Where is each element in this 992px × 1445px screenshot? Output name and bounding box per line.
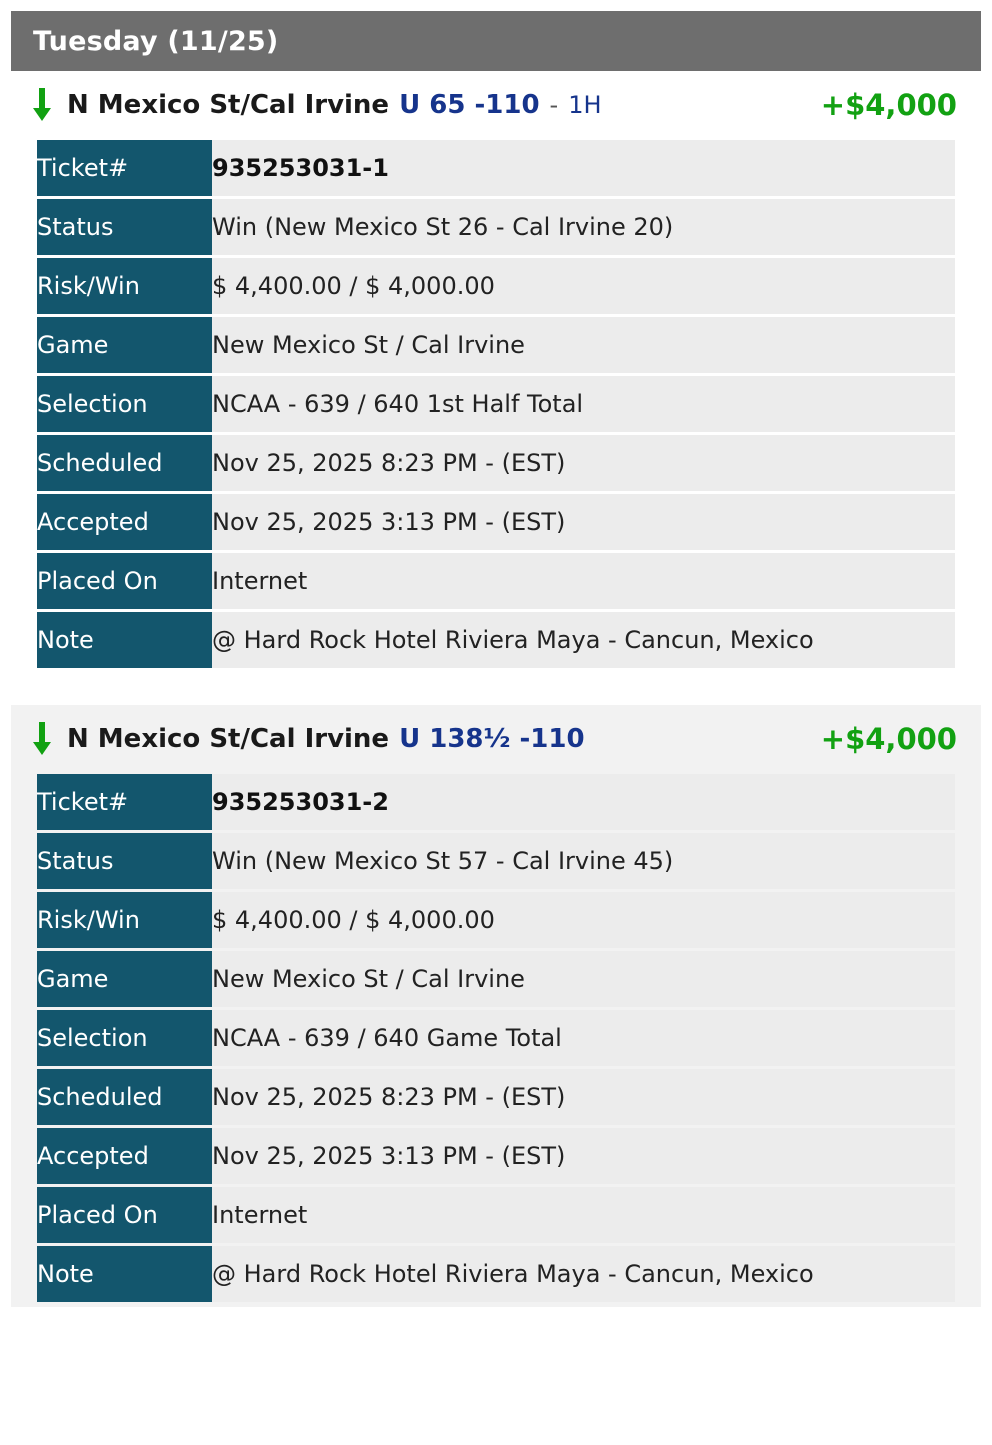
row-value-ticket: 935253031-1	[212, 140, 955, 196]
row-label-accepted: Accepted	[37, 494, 212, 550]
row-value-note: @ Hard Rock Hotel Riviera Maya - Cancun, Mexico	[212, 1246, 955, 1302]
table-row	[37, 199, 955, 255]
row-label-ticket: Ticket#	[37, 774, 212, 830]
row-label-game: Game	[37, 317, 212, 373]
row-value-accepted: Nov 25, 2025 3:13 PM - (EST)	[212, 494, 955, 550]
bet-header[interactable]	[11, 705, 981, 767]
section-divider	[0, 671, 992, 705]
row-label-note: Note	[37, 1246, 212, 1302]
row-value-placed-on: Internet	[212, 1187, 955, 1243]
table-row	[37, 892, 955, 948]
bet-block[interactable]	[11, 71, 981, 671]
table-row	[37, 140, 955, 196]
row-label-selection: Selection	[37, 376, 212, 432]
table-row	[37, 258, 955, 314]
row-label-placed-on: Placed On	[37, 1187, 212, 1243]
bet-line: U 138½ -110	[399, 724, 585, 754]
down-arrow-icon	[25, 722, 59, 756]
row-value-placed-on: Internet	[212, 553, 955, 609]
table-row	[37, 1010, 955, 1066]
table-row	[37, 376, 955, 432]
bet-detail-table	[37, 771, 955, 1305]
table-row	[37, 1187, 955, 1243]
bet-detail-table	[37, 137, 955, 671]
table-row	[37, 494, 955, 550]
row-value-selection: NCAA - 639 / 640 1st Half Total	[212, 376, 955, 432]
row-label-selection: Selection	[37, 1010, 212, 1066]
bet-amount: +$4,000	[820, 88, 957, 122]
table-row	[37, 612, 955, 668]
date-header-label: Tuesday (11/25)	[33, 25, 279, 57]
row-label-scheduled: Scheduled	[37, 435, 212, 491]
row-value-risk-win: $ 4,400.00 / $ 4,000.00	[212, 892, 955, 948]
row-value-risk-win: $ 4,400.00 / $ 4,000.00	[212, 258, 955, 314]
table-row	[37, 317, 955, 373]
row-value-game: New Mexico St / Cal Irvine	[212, 951, 955, 1007]
down-arrow-icon	[25, 88, 59, 122]
row-label-risk-win: Risk/Win	[37, 258, 212, 314]
bet-line: U 65 -110	[399, 90, 540, 120]
row-value-accepted: Nov 25, 2025 3:13 PM - (EST)	[212, 1128, 955, 1184]
row-label-risk-win: Risk/Win	[37, 892, 212, 948]
bet-matchup: N Mexico St/Cal Irvine	[67, 90, 390, 120]
bet-period: 1H	[568, 91, 602, 119]
bet-matchup: N Mexico St/Cal Irvine	[67, 724, 390, 754]
table-row	[37, 553, 955, 609]
bet-title	[67, 90, 602, 120]
row-value-status: Win (New Mexico St 57 - Cal Irvine 45)	[212, 833, 955, 889]
date-header-bar	[11, 11, 981, 71]
row-label-game: Game	[37, 951, 212, 1007]
bet-amount: +$4,000	[820, 722, 957, 756]
table-row	[37, 774, 955, 830]
row-value-status: Win (New Mexico St 26 - Cal Irvine 20)	[212, 199, 955, 255]
bet-separator: -	[549, 91, 559, 119]
bet-header[interactable]	[11, 71, 981, 133]
table-row	[37, 1128, 955, 1184]
table-row	[37, 951, 955, 1007]
row-label-ticket: Ticket#	[37, 140, 212, 196]
row-value-ticket: 935253031-2	[212, 774, 955, 830]
bet-title	[67, 724, 605, 754]
row-value-selection: NCAA - 639 / 640 Game Total	[212, 1010, 955, 1066]
row-label-status: Status	[37, 199, 212, 255]
row-value-game: New Mexico St / Cal Irvine	[212, 317, 955, 373]
table-row	[37, 833, 955, 889]
row-value-scheduled: Nov 25, 2025 8:23 PM - (EST)	[212, 1069, 955, 1125]
bet-block[interactable]	[11, 705, 981, 1307]
table-row	[37, 1246, 955, 1302]
table-row	[37, 435, 955, 491]
row-label-status: Status	[37, 833, 212, 889]
row-value-scheduled: Nov 25, 2025 8:23 PM - (EST)	[212, 435, 955, 491]
table-row	[37, 1069, 955, 1125]
row-label-note: Note	[37, 612, 212, 668]
row-value-note: @ Hard Rock Hotel Riviera Maya - Cancun, Mexico	[212, 612, 955, 668]
row-label-placed-on: Placed On	[37, 553, 212, 609]
row-label-accepted: Accepted	[37, 1128, 212, 1184]
row-label-scheduled: Scheduled	[37, 1069, 212, 1125]
